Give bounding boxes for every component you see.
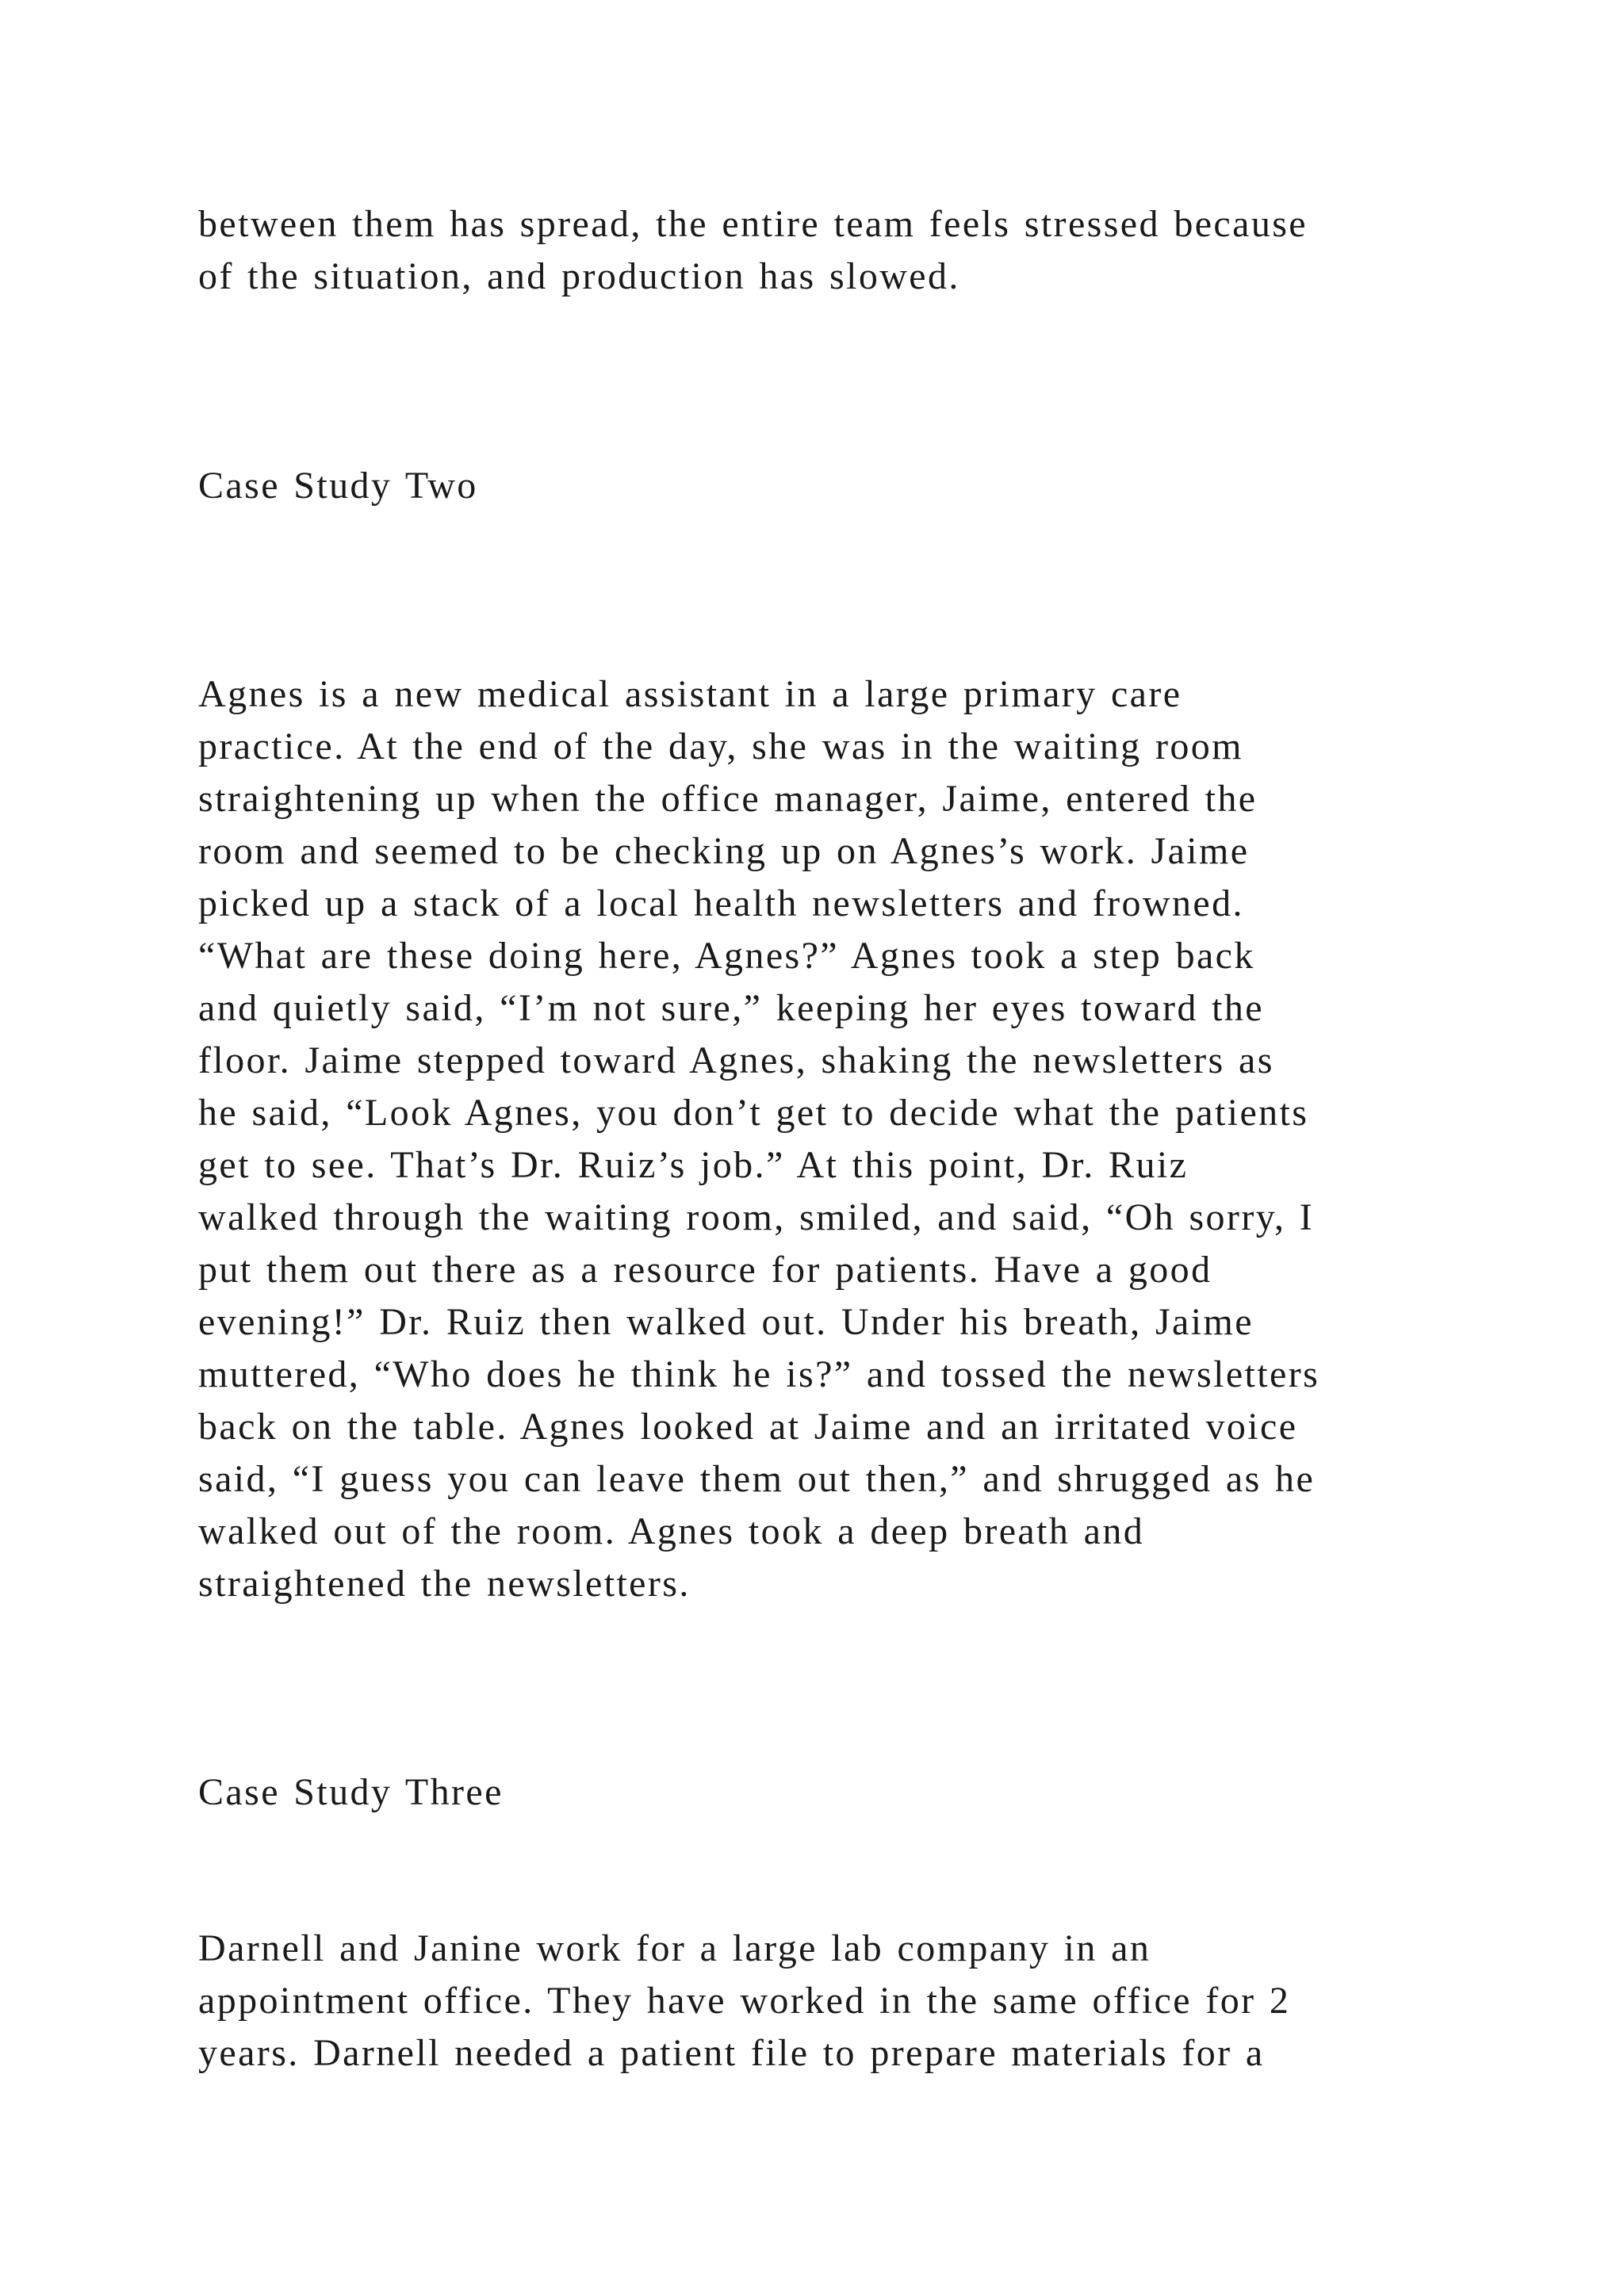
section-heading: Case Study Three: [198, 1771, 504, 1813]
text-line: evening!” Dr. Ruiz then walked out. Under his breath, Jaime: [198, 1301, 1254, 1343]
text-line: put them out there as a resource for patients. Have a good: [198, 1249, 1212, 1291]
text-line: straightened the newsletters.: [198, 1563, 691, 1605]
text-line: of the situation, and production has slowed.: [198, 255, 960, 297]
text-line: practice. At the end of the day, she was in the waiting room: [198, 725, 1243, 767]
text-line: walked through the waiting room, smiled, and said, “Oh sorry, I: [198, 1196, 1315, 1238]
text-line: appointment office. They have worked in the same office for 2: [198, 1980, 1291, 2022]
text-line: years. Darnell needed a patient file to prepare materials for a: [198, 2032, 1265, 2074]
text-line: walked out of the room. Agnes took a deep breath and: [198, 1510, 1145, 1552]
text-line: back on the table. Agnes looked at Jaime and an irritated voice: [198, 1406, 1298, 1448]
text-line: room and seemed to be checking up on Agnes’s work. Jaime: [198, 830, 1250, 872]
section-heading: Case Study Two: [198, 465, 478, 507]
text-line: between them has spread, the entire team feels stressed because: [198, 203, 1308, 245]
text-line: straightening up when the office manager, Jaime, entered the: [198, 778, 1258, 820]
text-line: floor. Jaime stepped toward Agnes, shaking the newsletters as: [198, 1039, 1274, 1081]
text-line: get to see. That’s Dr. Ruiz’s job.” At this point, Dr. Ruiz: [198, 1144, 1189, 1186]
text-line: picked up a stack of a local health newsletters and frowned.: [198, 882, 1244, 924]
text-line: and quietly said, “I’m not sure,” keeping her eyes toward the: [198, 987, 1265, 1029]
text-line: said, “I guess you can leave them out then,” and shrugged as he: [198, 1458, 1316, 1500]
text-line: muttered, “Who does he think he is?” and tossed the newsletters: [198, 1353, 1320, 1395]
text-line: “What are these doing here, Agnes?” Agnes took a step back: [198, 935, 1255, 977]
text-line: he said, “Look Agnes, you don’t get to decide what the patients: [198, 1092, 1309, 1134]
text-line: Darnell and Janine work for a large lab company in an: [198, 1927, 1151, 1969]
text-line: Agnes is a new medical assistant in a large primary care: [198, 673, 1182, 715]
